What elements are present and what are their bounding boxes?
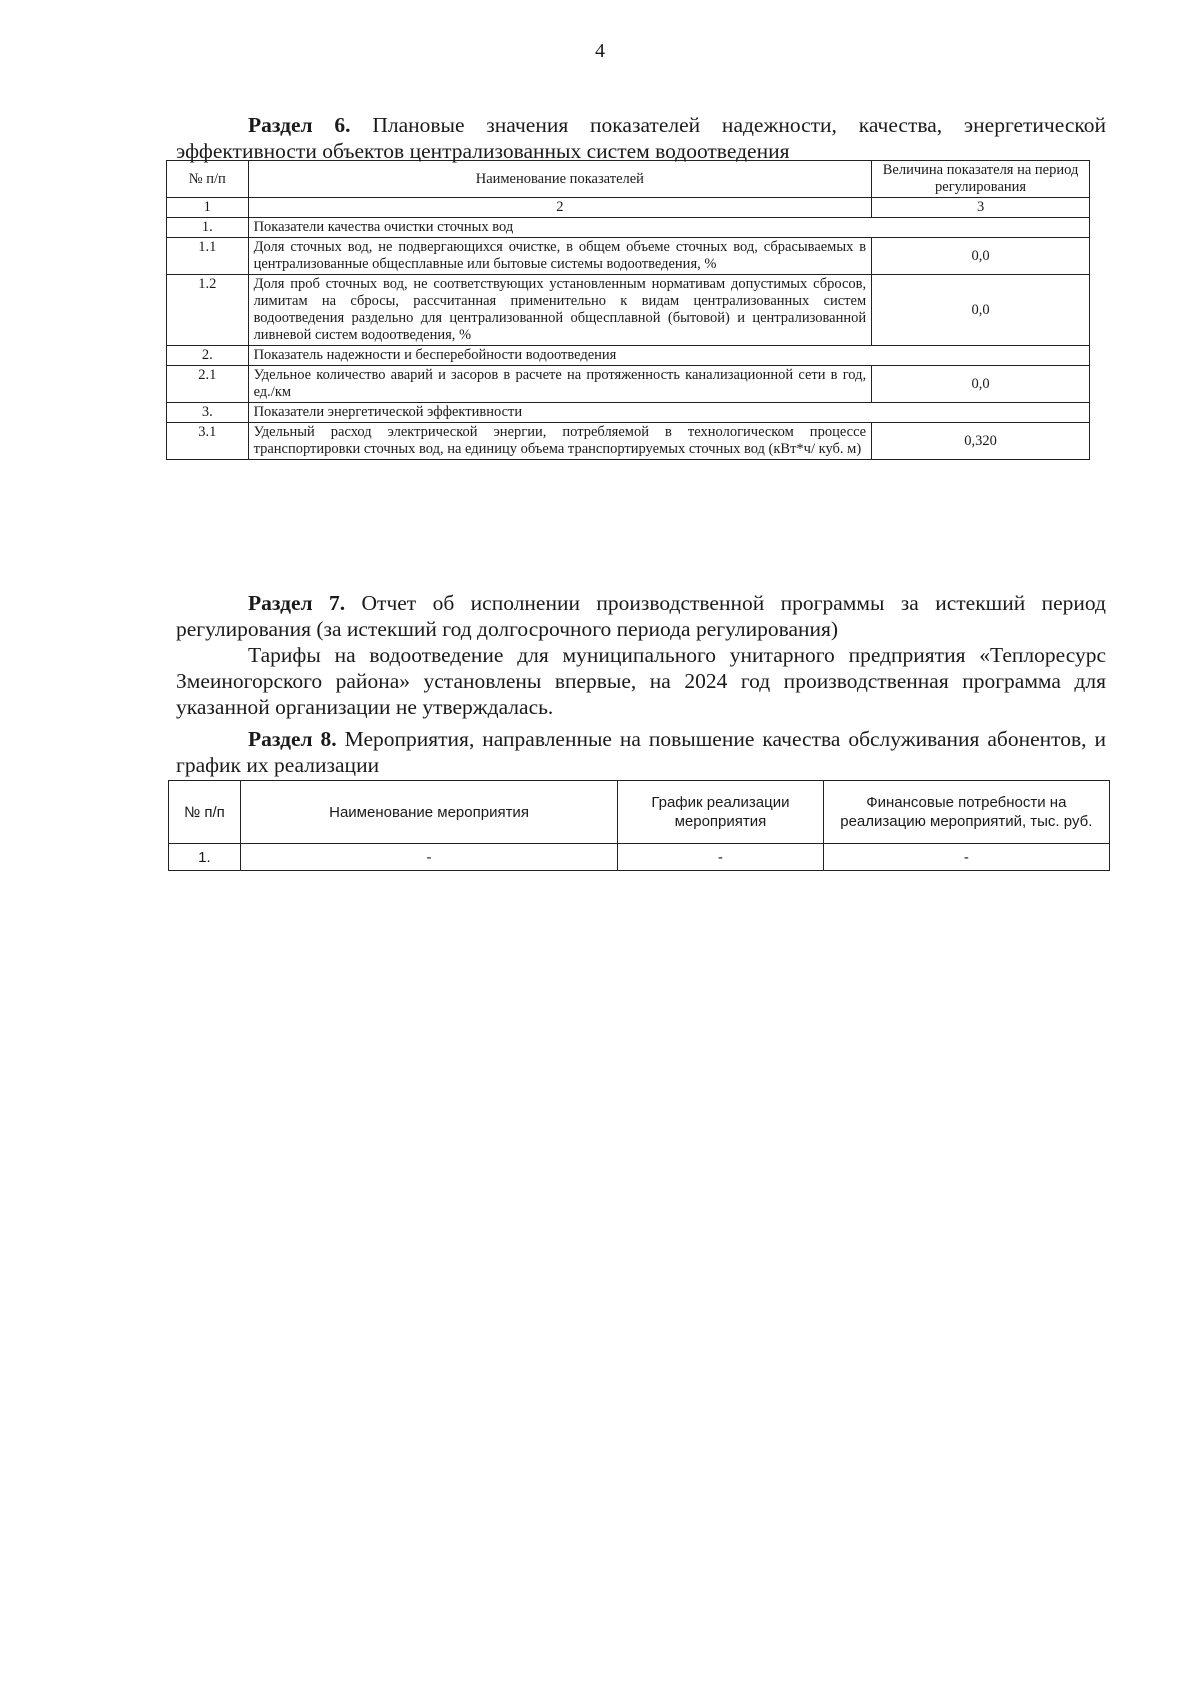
row-num: 1.1 [167,238,249,275]
section-8-title: Мероприятия, направленные на повышение качества обслуживания абонентов, и график их реализации [176,727,1106,777]
indicators-table-index-row [167,198,1090,218]
row-num: 1. [167,218,249,238]
section-7-title: Отчет об исполнении производственной программы за истекший период регулирования (за истекший год долгосрочного периода регулирования) [176,591,1106,641]
section-6-label: Раздел 6. [248,113,351,137]
section-7-heading [176,590,1106,642]
table-row [167,423,1090,460]
row-num: 3. [167,403,249,423]
table-row [167,366,1090,403]
indicators-table-header [167,161,1090,198]
section-6-title: Плановые значения показателей надежности, качества, энергетической эффективности объектов централизованных систем водоотведения [176,113,1106,163]
index-cell: 3 [872,198,1090,218]
table-row [169,844,1110,871]
indicators-table [166,160,1090,460]
table-row [167,403,1090,423]
table-row [167,218,1090,238]
header-finance: Финансовые потребности на реализацию мероприятий, тыс. руб. [823,781,1109,844]
table-row [167,346,1090,366]
index-cell: 1 [167,198,249,218]
section-7-paragraph-text: Тарифы на водоотведение для муниципального унитарного предприятия «Теплоресурс Змеиногорского района» установлены впервые, на 2024 год производственная программа для указанной организации не утверждалась. [176,643,1106,719]
row-value: 0,0 [872,366,1090,403]
table-row [167,238,1090,275]
section-7-label: Раздел 7. [248,591,346,615]
section-8-heading [176,726,1106,778]
measures-table [168,780,1110,871]
row-value: 0,320 [872,423,1090,460]
row-num: 2.1 [167,366,249,403]
row-name: Удельный расход электрической энергии, потребляемой в технологическом процессе транспортировки сточных вод, на единицу объема транспортируемых сточных вод (кВт*ч/ куб. м) [248,423,872,460]
row-num: 1. [169,844,241,871]
row-name: Показатели качества очистки сточных вод [248,218,1089,238]
table-row [167,275,1090,346]
header-schedule: График реализации мероприятия [618,781,823,844]
measures-table-header [169,781,1110,844]
row-value: 0,0 [872,238,1090,275]
row-name: - [240,844,617,871]
header-name: Наименование мероприятия [240,781,617,844]
row-finance: - [823,844,1109,871]
section-8-label: Раздел 8. [248,727,337,751]
section-6-heading [176,112,1106,164]
row-num: 2. [167,346,249,366]
header-name: Наименование показателей [248,161,872,198]
header-num: № п/п [169,781,241,844]
row-name: Доля сточных вод, не подвергающихся очистке, в общем объеме сточных вод, сбрасываемых в централизованные общесплавные или бытовые системы водоотведения, % [248,238,872,275]
row-name: Удельное количество аварий и засоров в расчете на протяженность канализационной сети в год, ед./км [248,366,872,403]
row-value: 0,0 [872,275,1090,346]
row-num: 3.1 [167,423,249,460]
index-cell: 2 [248,198,872,218]
row-name: Показатели энергетической эффективности [248,403,1089,423]
page-number: 4 [595,40,605,62]
row-name: Показатель надежности и бесперебойности водоотведения [248,346,1089,366]
row-name: Доля проб сточных вод, не соответствующих установленным нормативам допустимых сбросов, лимитам на сбросы, рассчитанная применительно к видам централизованных систем водоотведения раздельно для централизованной общесплавной (бытовой) и централизованной ливневой систем водоотведения, % [248,275,872,346]
header-value: Величина показателя на период регулирования [872,161,1090,198]
header-num: № п/п [167,161,249,198]
row-num: 1.2 [167,275,249,346]
section-7-paragraph [176,642,1106,720]
row-schedule: - [618,844,823,871]
